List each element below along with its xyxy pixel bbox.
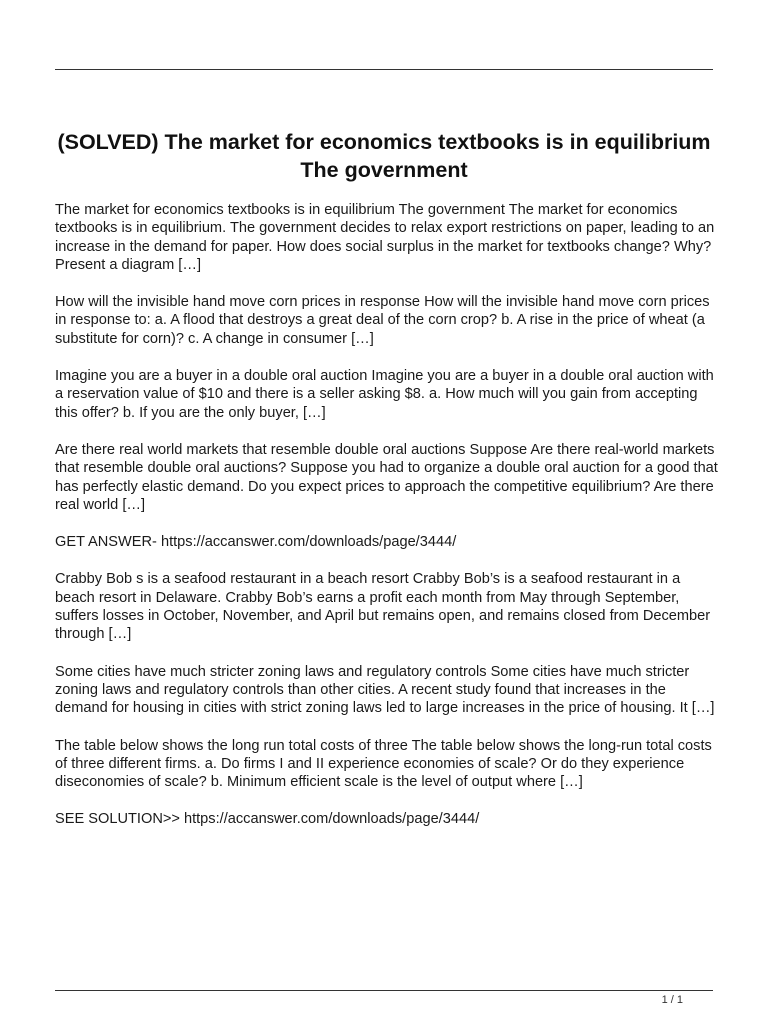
- get-answer-link[interactable]: GET ANSWER- https://accanswer.com/downloads/page/3444/: [55, 534, 457, 551]
- document-title: (SOLVED) The market for economics textbooks is in equilibrium The government: [57, 130, 711, 182]
- document-body: [55, 201, 719, 848]
- header-rule: [55, 69, 713, 70]
- paragraph-corn-prices: How will the invisible hand move corn prices in response How will the invisible hand move corn prices in response to: a. A flood that destroys a great deal of the corn crop? b. A rise in the price of wheat (a substitute for corn)? c. A change in consumer […]: [55, 294, 710, 347]
- paragraph-textbooks-market: The market for economics textbooks is in equilibrium The government The market for economics textbooks is in equilibrium. The government decides to relax export restrictions on paper, leading to an increase in the demand for paper. How does social surplus in the market for textbooks change? Why? Present a diagram […]: [55, 202, 715, 273]
- paragraph-long-run-costs: The table below shows the long run total costs of three The table below shows the long-run total costs of three different firms. a. Do firms I and II experience economies of scale? Or do they experience diseconomies of scale? b. Minimum efficient scale is the level of output where […]: [55, 737, 712, 791]
- see-solution-link[interactable]: SEE SOLUTION>> https://accanswer.com/downloads/page/3444/: [55, 811, 480, 828]
- paragraph-double-oral-auction-buyer: Imagine you are a buyer in a double oral auction Imagine you are a buyer in a double oral auction with a reservation value of $10 and there is a seller asking $8. a. How much will you gain from accepting this offer? b. If you are the only buyer, […]: [55, 368, 714, 421]
- paragraph-zoning-laws: Some cities have much stricter zoning laws and regulatory controls Some cities have much stricter zoning laws and regulatory controls than other cities. A recent study found that increases in the demand for housing in cities with strict zoning laws led to large increases in the price of housing. It […]: [55, 663, 715, 717]
- paragraph-crabby-bobs: Crabby Bob s is a seafood restaurant in a beach resort Crabby Bob’s is a seafood restaurant in a beach resort in Delaware. Crabby Bob’s earns a profit each month from May through September, suffers losses in October, November, and April but remains open, and remains closed from December through […]: [55, 571, 711, 643]
- footer-rule: [55, 990, 713, 991]
- page-number: 1 / 1: [661, 994, 683, 1006]
- paragraph-real-world-markets: Are there real world markets that resemble double oral auctions Suppose Are there real-world markets that resemble double oral auctions? Suppose you had to organize a double oral auction for a good that has perfectly elastic demand. Do you expect prices to approach the competitive equilibrium? Are there real world […]: [55, 441, 718, 513]
